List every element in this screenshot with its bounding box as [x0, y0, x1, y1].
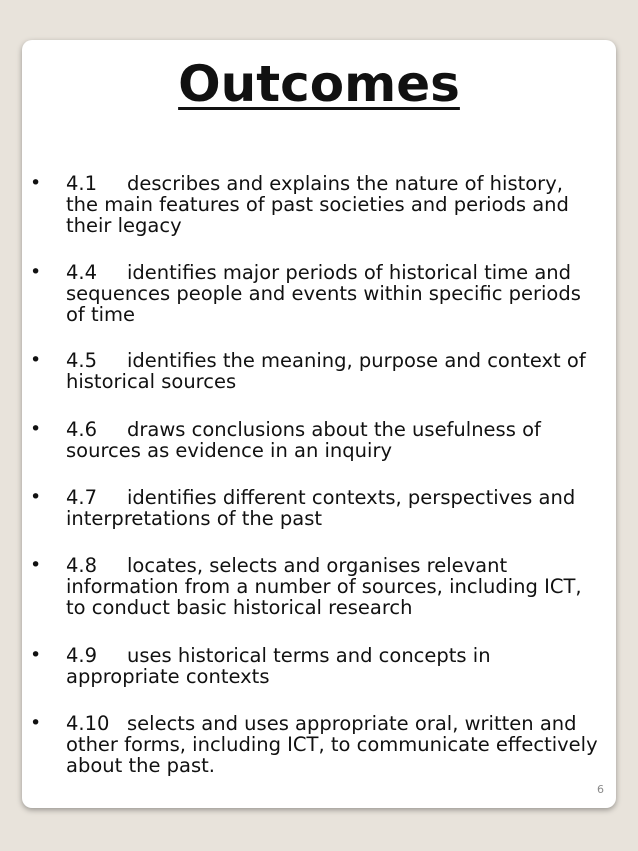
outcome-item	[30, 644, 601, 688]
bullet-icon: •	[30, 418, 42, 440]
bullet-icon: •	[30, 261, 42, 283]
outcome-number: 4.4	[66, 261, 98, 284]
outcome-item	[30, 486, 601, 530]
outcome-text: describes and explains the nature of history, the main features of past societies and periods and their legacy	[66, 172, 569, 237]
bullet-icon: •	[30, 712, 42, 734]
outcome-number: 4.9	[66, 644, 98, 667]
bullet-icon: •	[30, 172, 42, 194]
outcome-number: 4.8	[66, 554, 98, 577]
outcome-item	[30, 172, 601, 237]
outcome-text: draws conclusions about the usefulness of sources as evidence in an inquiry	[66, 418, 541, 462]
outcome-number: 4.7	[66, 486, 98, 509]
outcome-item	[30, 554, 601, 619]
outcome-item	[30, 418, 601, 462]
slide-title	[22, 54, 616, 114]
outcome-text: uses historical terms and concepts in appropriate contexts	[66, 644, 491, 688]
bullet-icon: •	[30, 349, 42, 371]
bullet-icon: •	[30, 554, 42, 576]
page-number: 6	[597, 783, 604, 796]
outcome-item	[30, 349, 601, 393]
outcome-item	[30, 712, 601, 777]
outcome-number: 4.10	[66, 712, 110, 735]
outcome-number: 4.6	[66, 418, 98, 441]
outcome-text: identifies different contexts, perspectives and interpretations of the past	[66, 486, 576, 530]
outcome-text: identifies the meaning, purpose and context of historical sources	[66, 349, 586, 393]
outcome-number: 4.5	[66, 349, 98, 372]
outcome-number: 4.1	[66, 172, 98, 195]
slide-title-text: Outcomes	[178, 55, 460, 113]
slide	[22, 40, 616, 808]
outcome-text: selects and uses appropriate oral, written and other forms, including ICT, to communicate effectively about the past.	[66, 712, 598, 777]
outcome-text: identifies major periods of historical time and sequences people and events within specific periods of time	[66, 261, 581, 326]
bullet-icon: •	[30, 486, 42, 508]
outcome-item	[30, 261, 601, 326]
outcome-text: locates, selects and organises relevant information from a number of sources, including ICT, to conduct basic historical research	[66, 554, 582, 619]
bullet-icon: •	[30, 644, 42, 666]
